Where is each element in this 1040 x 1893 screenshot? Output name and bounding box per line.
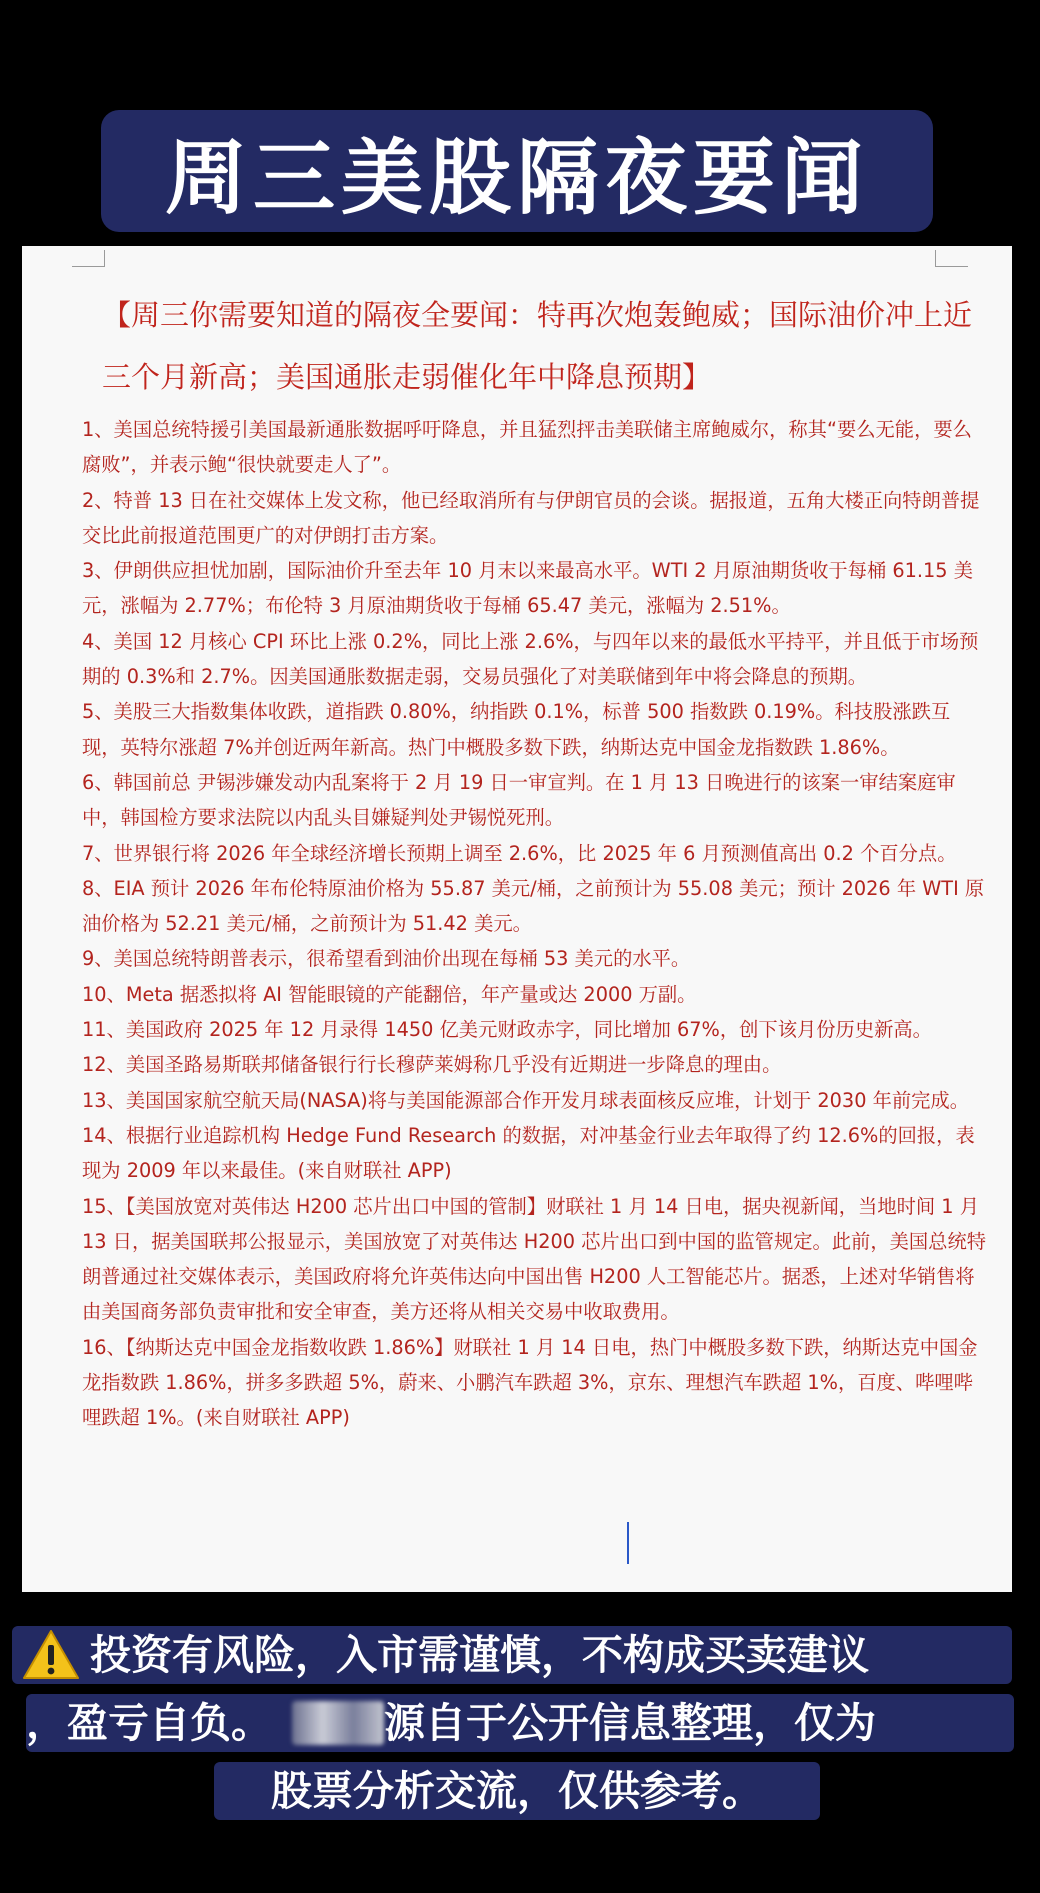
disclaimer-text-1: 投资有风险，入市需谨慎，不构成买卖建议 — [90, 1631, 869, 1679]
news-item-4: 4、美国 12 月核心 CPI 环比上涨 0.2%，同比上涨 2.6%，与四年以来的最低水平持平，并且低于市场预期的 0.3%和 2.7%。因美国通胀数据走弱，交易员强化了对美联储到年中将会降息的预期。 — [82, 629, 979, 689]
news-item-5: 5、美股三大指数集体收跌，道指跌 0.80%，纳指跌 0.1%，标普 500 指数跌 0.19%。科技股涨跌互现，英特尔涨超 7%并创近两年新高。热门中概股多数下跌，纳斯达克中国金龙指数跌 1.86%。 — [82, 700, 951, 759]
news-item-15: 15、【美国放宽对英伟达 H200 芯片出口中国的管制】财联社 1 月 14 日电，据央视新闻，当地时间 1 月 13 日，据美国联邦公报显示，美国放宽了对英伟达 H200 芯片出口到中国的监管规定。此前，美国总统特朗普通过社交媒体表示，美国政府将允许英伟达向中国出售 H200 人工智能芯片。据悉，上述对华销售将由美国商务部负责审批和安全审查，美方还将从相关交易中收取费用。 — [82, 1194, 987, 1324]
news-item-11: 11、美国政府 2025 年 12 月录得 1450 亿美元财政赤字，同比增加 67%，创下该月份历史新高。 — [82, 1018, 932, 1042]
news-item-14: 14、根据行业追踪机构 Hedge Fund Research 的数据，对冲基金行业去年取得了约 12.6%的回报，表现为 2009 年以来最佳。(来自财联社 APP) — [82, 1123, 975, 1183]
disclaimer-line-3 — [214, 1762, 820, 1820]
page-title: 周三美股隔夜要闻 — [164, 130, 869, 226]
news-item-13: 13、美国国家航空航天局(NASA)将与美国能源部合作开发月球表面核反应堆，计划于 2030 年前完成。 — [82, 1088, 969, 1112]
disclaimer-line-1 — [12, 1626, 1012, 1684]
news-item-9: 9、美国总统特朗普表示，很希望看到油价出现在每桶 53 美元的水平。 — [82, 947, 691, 971]
page-corner-mark-left — [72, 250, 105, 267]
news-item-16: 16、【纳斯达克中国金龙指数收跌 1.86%】财联社 1 月 14 日电，热门中概股多数下跌，纳斯达克中国金龙指数跌 1.86%，拼多多跌超 5%，蔚来、小鹏汽车跌超 3%，京东、理想汽车跌超 1%，百度、哔哩哔哩跌超 1%。(来自财联社 APP) — [82, 1335, 978, 1430]
blurred-text-mask — [292, 1701, 384, 1745]
warning-icon — [22, 1628, 80, 1682]
news-item-12: 12、美国圣路易斯联邦储备银行行长穆萨莱姆称几乎没有近期进一步降息的理由。 — [82, 1053, 782, 1077]
disclaimer-text-2a: ，盈亏自负。 — [26, 1699, 272, 1747]
text-cursor — [627, 1522, 629, 1564]
disclaimer-text-3: 股票分析交流，仅供参考。 — [271, 1767, 763, 1815]
news-item-6: 6、韩国前总 尹锡涉嫌发动内乱案将于 2 月 19 日一审宣判。在 1 月 13 日晚进行的该案一审结案庭审中，韩国检方要求法院以内乱头目嫌疑判处尹锡悦死刑。 — [82, 770, 956, 830]
disclaimer-line-2 — [26, 1694, 1014, 1752]
news-item-8: 8、EIA 预计 2026 年布伦特原油价格为 55.87 美元/桶，之前预计为 55.08 美元；预计 2026 年 WTI 原油价格为 52.21 美元/桶，之前预计为 51.42 美元。 — [82, 876, 985, 936]
page-corner-mark-right — [935, 250, 968, 267]
news-list — [82, 412, 988, 1436]
document-heading: 【周三你需要知道的隔夜全要闻：特再次炮轰鲍威；国际油价冲上近三个月新高；美国通胀走弱催化年中降息预期】 — [102, 298, 973, 394]
news-item-10: 10、Meta 据悉拟将 AI 智能眼镜的产能翻倍，年产量或达 2000 万副。 — [82, 982, 697, 1006]
news-item-3: 3、伊朗供应担忧加剧，国际油价升至去年 10 月末以来最高水平。WTI 2 月原油期货收于每桶 61.15 美元，涨幅为 2.77%；布伦特 3 月原油期货收于每桶 65.47 美元，涨幅为 2.51%。 — [82, 559, 973, 618]
disclaimer-text-2b: 源自于公开信息整理，仅为 — [384, 1699, 876, 1747]
document-page — [22, 246, 1012, 1592]
news-item-2: 2、特普 13 日在社交媒体上发文称，他已经取消所有与伊朗官员的会谈。据报道，五角大楼正向特朗普提交比此前报道范围更广的对伊朗打击方案。 — [82, 488, 980, 547]
news-item-1: 1、美国总统特援引美国最新通胀数据呼吁降息，并且猛烈抨击美联储主席鲍威尔，称其“要么无能，要么腐败”，并表示鲍“很快就要走人了”。 — [82, 418, 972, 477]
news-item-7: 7、世界银行将 2026 年全球经济增长预期上调至 2.6%，比 2025 年 6 月预测值高出 0.2 个百分点。 — [82, 841, 957, 865]
title-banner — [101, 110, 933, 232]
